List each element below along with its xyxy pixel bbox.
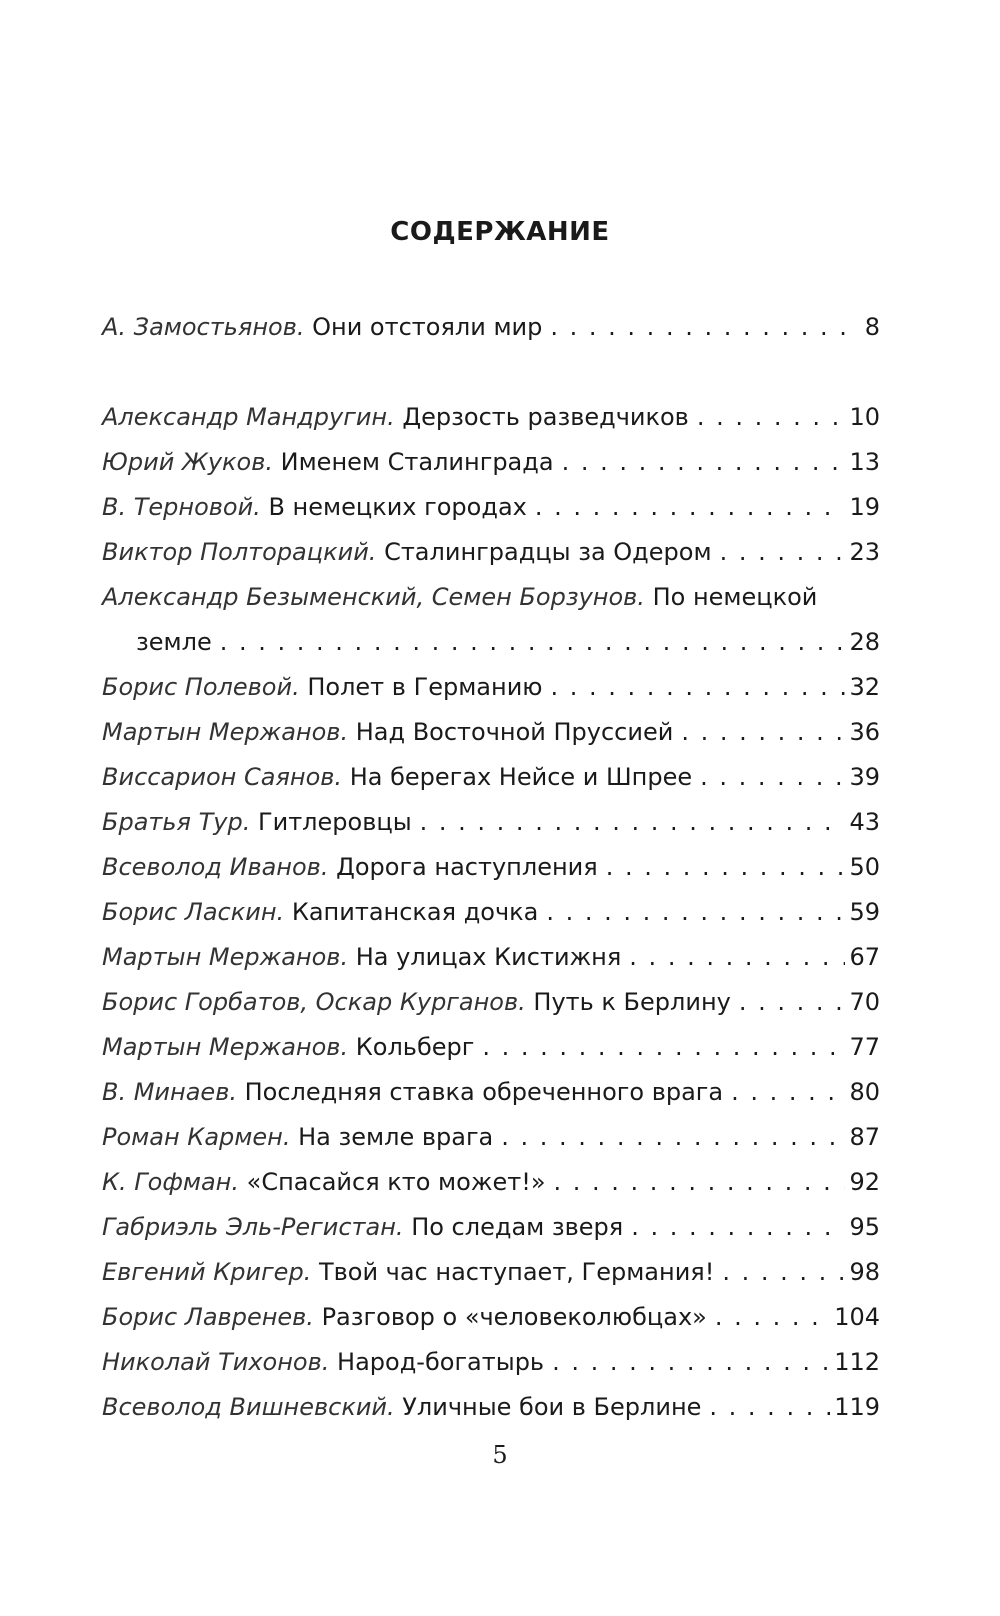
toc-author: Александр Мандругин. [102, 403, 395, 431]
toc-title: Гитлеровцы [257, 808, 412, 836]
dot-leader [709, 1385, 830, 1430]
dot-leader [697, 395, 846, 440]
toc-title: По немецкой [652, 583, 818, 611]
toc-title: На земле врага [298, 1123, 494, 1151]
dot-leader [550, 305, 860, 350]
toc-author: Борис Ласкин. [102, 898, 285, 926]
dot-leader [551, 665, 846, 710]
dot-leader [562, 440, 846, 485]
toc-title: земле [136, 628, 212, 656]
toc-entry [102, 440, 880, 485]
toc-entry [102, 1115, 880, 1160]
toc-author: Мартын Мержанов. [102, 1033, 349, 1061]
toc-page-number: 87 [849, 1123, 880, 1151]
toc-author: Мартын Мержанов. [102, 943, 349, 971]
toc-title: Они отстояли мир [312, 313, 543, 341]
dot-leader [220, 620, 846, 665]
toc-page-number: 13 [849, 448, 880, 476]
toc-page-number: 39 [849, 763, 880, 791]
toc-title: Народ-богатырь [337, 1348, 545, 1376]
toc-entry [102, 755, 880, 800]
dot-leader [535, 485, 846, 530]
dot-leader [420, 800, 846, 845]
toc-author: Мартын Мержанов. [102, 718, 349, 746]
toc-page-number: 36 [849, 718, 880, 746]
dot-leader [722, 1250, 845, 1295]
toc-page-number: 19 [849, 493, 880, 521]
dot-leader [631, 1205, 845, 1250]
dot-leader [681, 710, 845, 755]
dot-leader [720, 530, 846, 575]
toc-page-number: 43 [849, 808, 880, 836]
toc-entry [102, 1070, 880, 1115]
toc-entry [102, 890, 880, 935]
toc-title: Над Восточной Пруссией [355, 718, 674, 746]
toc-page-number: 80 [849, 1078, 880, 1106]
toc-page-number: 59 [849, 898, 880, 926]
toc-entry [102, 1385, 880, 1430]
toc-page-number: 67 [849, 943, 880, 971]
toc-entry [102, 530, 880, 575]
toc-title: На улицах Кистижня [355, 943, 622, 971]
toc-title: Капитанская дочка [291, 898, 539, 926]
toc-title: Дорога наступления [336, 853, 598, 881]
toc-author: А. Замостьянов. [102, 313, 305, 341]
toc-author: Всеволод Вишневский. [102, 1393, 395, 1421]
toc-page-number: 70 [849, 988, 880, 1016]
dot-leader [731, 1070, 845, 1115]
toc-author: К. Гофман. [102, 1168, 240, 1196]
toc-title: Последняя ставка обреченного врага [244, 1078, 724, 1106]
toc-author: Борис Полевой. [102, 673, 300, 701]
dot-leader [482, 1025, 845, 1070]
toc-title: На берегах Нейсе и Шпрее [349, 763, 693, 791]
toc-title: Кольберг [355, 1033, 475, 1061]
dot-leader [554, 1160, 846, 1205]
dot-leader [501, 1115, 845, 1160]
toc-author: Евгений Кригер. [102, 1258, 312, 1286]
toc-title: Дерзость разведчиков [402, 403, 689, 431]
dot-leader [546, 890, 845, 935]
toc-entry [102, 1025, 880, 1070]
toc-author: Всеволод Иванов. [102, 853, 329, 881]
toc-title: В немецких городах [268, 493, 527, 521]
toc-entry [102, 395, 880, 440]
toc-author: Виктор Полторацкий. [102, 538, 377, 566]
dot-leader [629, 935, 845, 980]
toc-entry [102, 980, 880, 1025]
toc-page-number: 104 [834, 1303, 880, 1331]
toc-author: Николай Тихонов. [102, 1348, 330, 1376]
toc-author: В. Минаев. [102, 1078, 237, 1106]
toc-title: Именем Сталинграда [280, 448, 554, 476]
toc-author: Борис Горбатов, Оскар Курганов. [102, 988, 526, 1016]
page-number: 5 [492, 1441, 508, 1469]
toc-title: По следам зверя [411, 1213, 624, 1241]
toc-entry [102, 1160, 880, 1205]
toc-entry [102, 575, 880, 620]
toc-entry-continuation [102, 620, 880, 665]
toc-page-number: 77 [849, 1033, 880, 1061]
toc-entry [102, 800, 880, 845]
table-of-contents [102, 305, 880, 1430]
toc-page-number: 8 [864, 313, 880, 341]
toc-page-number: 98 [849, 1258, 880, 1286]
toc-title: Уличные бои в Берлине [402, 1393, 702, 1421]
dot-leader [606, 845, 846, 890]
toc-entry [102, 845, 880, 890]
toc-entry [102, 935, 880, 980]
toc-title: Сталинградцы за Одером [384, 538, 712, 566]
dot-leader [715, 1295, 830, 1340]
toc-author: Роман Кармен. [102, 1123, 291, 1151]
toc-entry [102, 1295, 880, 1340]
toc-author: Борис Лавренев. [102, 1303, 314, 1331]
page-title: СОДЕРЖАНИЕ [390, 217, 610, 247]
dot-leader [552, 1340, 830, 1385]
toc-entry [102, 1205, 880, 1250]
dot-leader [700, 755, 845, 800]
toc-author: В. Терновой. [102, 493, 261, 521]
toc-author: Александр Безыменский, Семен Борзунов. [102, 583, 645, 611]
toc-page-number: 28 [849, 628, 880, 656]
toc-page-number: 95 [849, 1213, 880, 1241]
toc-page-number: 10 [849, 403, 880, 431]
toc-page-number: 119 [834, 1393, 880, 1421]
toc-page-number: 50 [849, 853, 880, 881]
toc-entry [102, 710, 880, 755]
toc-page-number: 112 [834, 1348, 880, 1376]
toc-author: Габриэль Эль-Регистан. [102, 1213, 404, 1241]
toc-page-number: 23 [849, 538, 880, 566]
toc-entry [102, 665, 880, 710]
toc-title: Полет в Германию [307, 673, 543, 701]
toc-title: Путь к Берлину [533, 988, 731, 1016]
toc-page-number: 32 [849, 673, 880, 701]
toc-entry [102, 1340, 880, 1385]
toc-title: Твой час наступает, Германия! [318, 1258, 715, 1286]
toc-entry [102, 305, 880, 350]
toc-author: Братья Тур. [102, 808, 251, 836]
toc-title: «Спасайся кто может!» [246, 1168, 546, 1196]
toc-title: Разговор о «человеколюбцах» [321, 1303, 707, 1331]
toc-entry [102, 485, 880, 530]
toc-entry [102, 1250, 880, 1295]
dot-leader [739, 980, 846, 1025]
toc-page-number: 92 [849, 1168, 880, 1196]
toc-author: Виссарион Саянов. [102, 763, 343, 791]
toc-author: Юрий Жуков. [102, 448, 273, 476]
